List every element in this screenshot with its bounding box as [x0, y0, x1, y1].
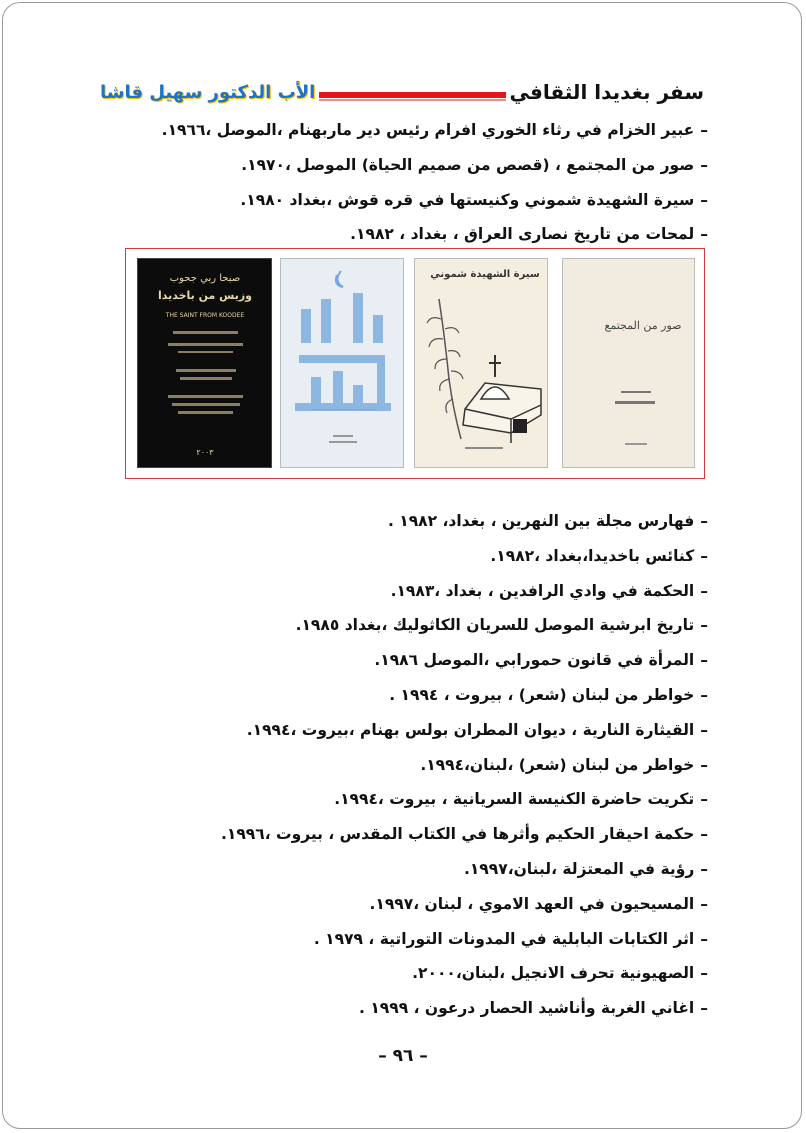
list-item: –صور من المجتمع ، (قصص من صميم الحياة) الموصل ،١٩٧٠.: [241, 155, 708, 174]
book-cover-martyr: [414, 258, 548, 468]
list-item: –خواطر من لبنان (شعر) ،لبنان،١٩٩٤.: [420, 755, 708, 774]
list-item: –اثر الكتابات البابلية في المدونات التوراتية ، ١٩٧٩ .: [313, 929, 708, 948]
list-item: –حكمة احيقار الحكيم وأثرها في الكتاب المقدس ، بيروت ،١٩٩٦.: [220, 825, 708, 844]
book-cover-churches: [280, 258, 404, 468]
cover2-title: كنائس باخديدا: [281, 259, 287, 260]
list-item: –القيثارة النارية ، ديوان المطران بولس بهنام ،بيروت ،١٩٩٤.: [246, 720, 708, 739]
list-item: –اغاني الغربة وأناشيد الحصار درعون ، ١٩٩٩ .: [359, 999, 708, 1018]
list-item: –المسيحيون في العهد الاموي ، لبنان ،١٩٩٧.: [369, 894, 708, 913]
list-item: –كنائس باخديدا،بغداد ،١٩٨٢.: [490, 546, 708, 565]
list-item: –الصهيونية تحرف الانجيل ،لبنان،٢٠٠٠.: [412, 964, 708, 983]
list-item: –رؤية في المعتزلة ،لبنان،١٩٩٧.: [463, 859, 708, 878]
cover1-english: THE SAINT FROM KOODEE: [165, 312, 245, 319]
list-item: –فهارس مجلة بين النهرين ، بغداد، ١٩٨٢ .: [387, 512, 708, 530]
list-item: –تاريخ ابرشية الموصل للسريان الكاثوليك ،بغداد ١٩٨٥.: [295, 616, 708, 635]
list-item: –لمحات من تاريخ نصارى العراق ، بغداد ، ١٩٨٢.: [350, 225, 708, 244]
cover1-year: ٢٠٠٣: [196, 448, 214, 457]
list-item: –عبير الخزام في رثاء الخوري افرام رئيس دير ماربهنام ،الموصل ،١٩٦٦.: [161, 121, 708, 139]
cover1-line2: وزيس من باخديدا: [157, 289, 253, 302]
book-title: سفر بغديدا الثقافي: [506, 80, 708, 104]
list-item: –المرأة في قانون حمورابي ،الموصل ١٩٨٦.: [374, 651, 708, 670]
bibliography-list-bottom: [88, 504, 708, 1026]
cover4-title: صور من المجتمع: [604, 319, 682, 332]
bibliography-list-top: [88, 113, 708, 252]
cover3-title: سيرة الشهيدة شموني: [430, 269, 540, 280]
page-header: [96, 80, 708, 108]
list-item: –خواطر من لبنان (شعر) ، بيروت ، ١٩٩٤ .: [389, 685, 708, 704]
page-number: – ٩٦ –: [378, 1046, 428, 1066]
cover1-line1: صبحا ربي جحوب: [169, 273, 241, 284]
list-item: –تكريت حاضرة الكنيسة السريانية ، بيروت ،١٩٩٤.: [334, 790, 708, 809]
list-item: –الحكمة في وادي الرافدين ، بغداد ،١٩٨٣.: [390, 581, 708, 600]
book-cover-society: [562, 258, 695, 468]
list-item: –سيرة الشهيدة شموني وكنيستها في قره قوش ،بغداد ١٩٨٠.: [240, 190, 708, 209]
author-title: الأب الدكتور سهيل قاشا: [96, 82, 319, 103]
book-covers-figure: [125, 248, 705, 479]
book-cover-saint: [137, 258, 272, 468]
